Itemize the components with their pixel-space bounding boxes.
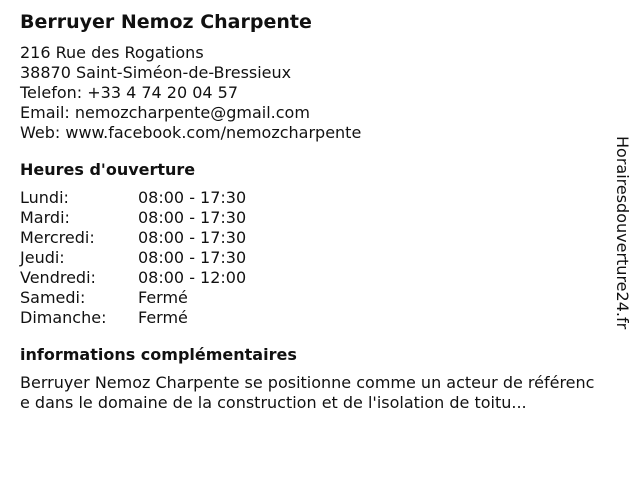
hours-day: Dimanche: bbox=[20, 308, 107, 327]
hours-time: 08:00 - 17:30 bbox=[138, 228, 247, 247]
web-line: Web: www.facebook.com/nemozcharpente bbox=[20, 123, 362, 142]
hours-day: Lundi: bbox=[20, 188, 69, 207]
hours-row-jeudi bbox=[20, 248, 600, 268]
hours-time: 08:00 - 17:30 bbox=[138, 208, 247, 227]
opening-hours-table bbox=[20, 188, 600, 328]
hours-day: Jeudi: bbox=[20, 248, 65, 267]
hours-time: 08:00 - 12:00 bbox=[138, 268, 247, 287]
address-street: 216 Rue des Rogations bbox=[20, 43, 204, 62]
site-watermark: Horairesdouverture24.fr bbox=[613, 136, 632, 330]
address-city: 38870 Saint-Siméon-de-Bressieux bbox=[20, 63, 292, 82]
opening-hours-title: Heures d'ouverture bbox=[20, 160, 196, 179]
business-card bbox=[20, 10, 600, 413]
additional-info-text: Berruyer Nemoz Charpente se positionne comme un acteur de référence dans le domaine de la construction et de l'isolation de toitu... bbox=[20, 373, 595, 412]
hours-row-vendredi bbox=[20, 268, 600, 288]
email-line: Email: nemozcharpente@gmail.com bbox=[20, 103, 310, 122]
hours-row-dimanche bbox=[20, 308, 600, 328]
hours-row-mardi bbox=[20, 208, 600, 228]
hours-row-samedi bbox=[20, 288, 600, 308]
hours-row-lundi bbox=[20, 188, 600, 208]
hours-day: Mardi: bbox=[20, 208, 70, 227]
phone-line: Telefon: +33 4 74 20 04 57 bbox=[20, 83, 239, 102]
hours-time: Fermé bbox=[138, 288, 188, 307]
business-name: Berruyer Nemoz Charpente bbox=[20, 11, 312, 33]
hours-row-mercredi bbox=[20, 228, 600, 248]
hours-day: Mercredi: bbox=[20, 228, 95, 247]
hours-time: 08:00 - 17:30 bbox=[138, 188, 247, 207]
hours-time: Fermé bbox=[138, 308, 188, 327]
additional-info-title: informations complémentaires bbox=[20, 345, 297, 364]
hours-time: 08:00 - 17:30 bbox=[138, 248, 247, 267]
hours-day: Vendredi: bbox=[20, 268, 96, 287]
hours-day: Samedi: bbox=[20, 288, 86, 307]
